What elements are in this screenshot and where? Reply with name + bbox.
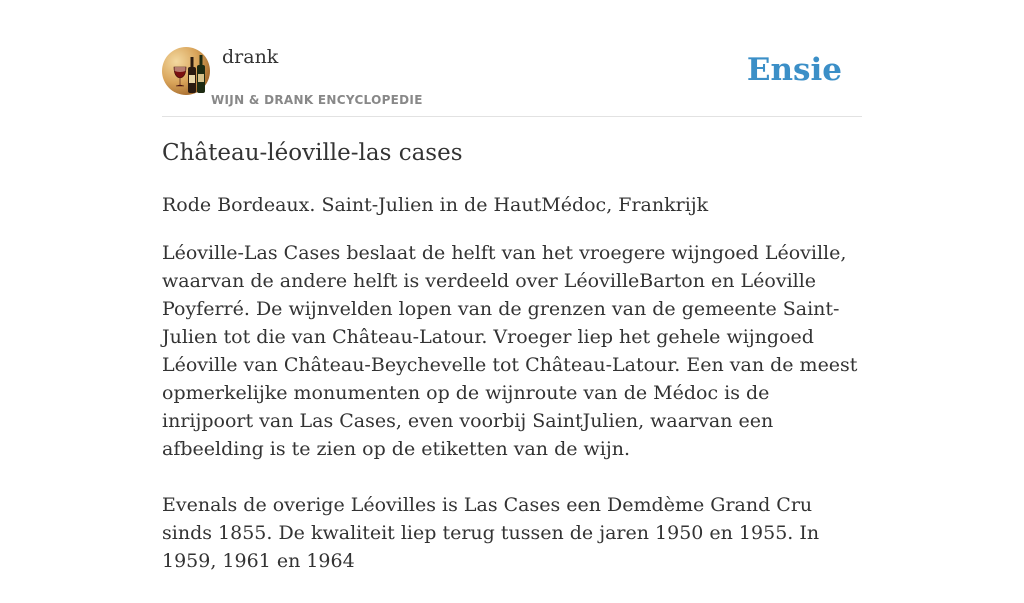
wine-bottle-icon[interactable] xyxy=(162,47,210,95)
category-link[interactable]: drank xyxy=(222,46,279,68)
article-paragraph: Léoville-Las Cases beslaat de helft van het vroegere wijngoed Léoville, waarvan de andere helft is verdeeld over LéovilleBarton en Léoville Poyferré. De wijnvelden lopen van de grenzen van de gemeente Saint-Julien tot die van Château-Latour. Vroeger liep het gehele wijngoed Léoville van Château-Beychevelle tot Château-Latour. Een van de meest opmerkelijke monumenten op de wijnroute van de Médoc is de inrijpoort van Las Cases, even voorbij SaintJulien, waarvan een afbeelding is te zien op de etiketten van de wijn. xyxy=(162,242,858,460)
encyclopedia-subtitle[interactable]: WIJN & DRANK ENCYCLOPEDIE xyxy=(211,93,423,107)
article-paragraph: Evenals de overige Léovilles is Las Cases een Demdème Grand Cru sinds 1855. De kwaliteit liep terug tussen de jaren 1950 en 1955. In 1959, 1961 en 1964 xyxy=(162,494,820,572)
brand-logo[interactable]: Ensie xyxy=(746,52,842,88)
article-title: Château-léoville-las cases xyxy=(162,140,463,166)
header xyxy=(162,0,862,117)
page xyxy=(162,0,862,572)
article-body xyxy=(162,239,862,603)
article-lead: Rode Bordeaux. Saint-Julien in de HautMédoc, Frankrijk xyxy=(162,194,709,216)
